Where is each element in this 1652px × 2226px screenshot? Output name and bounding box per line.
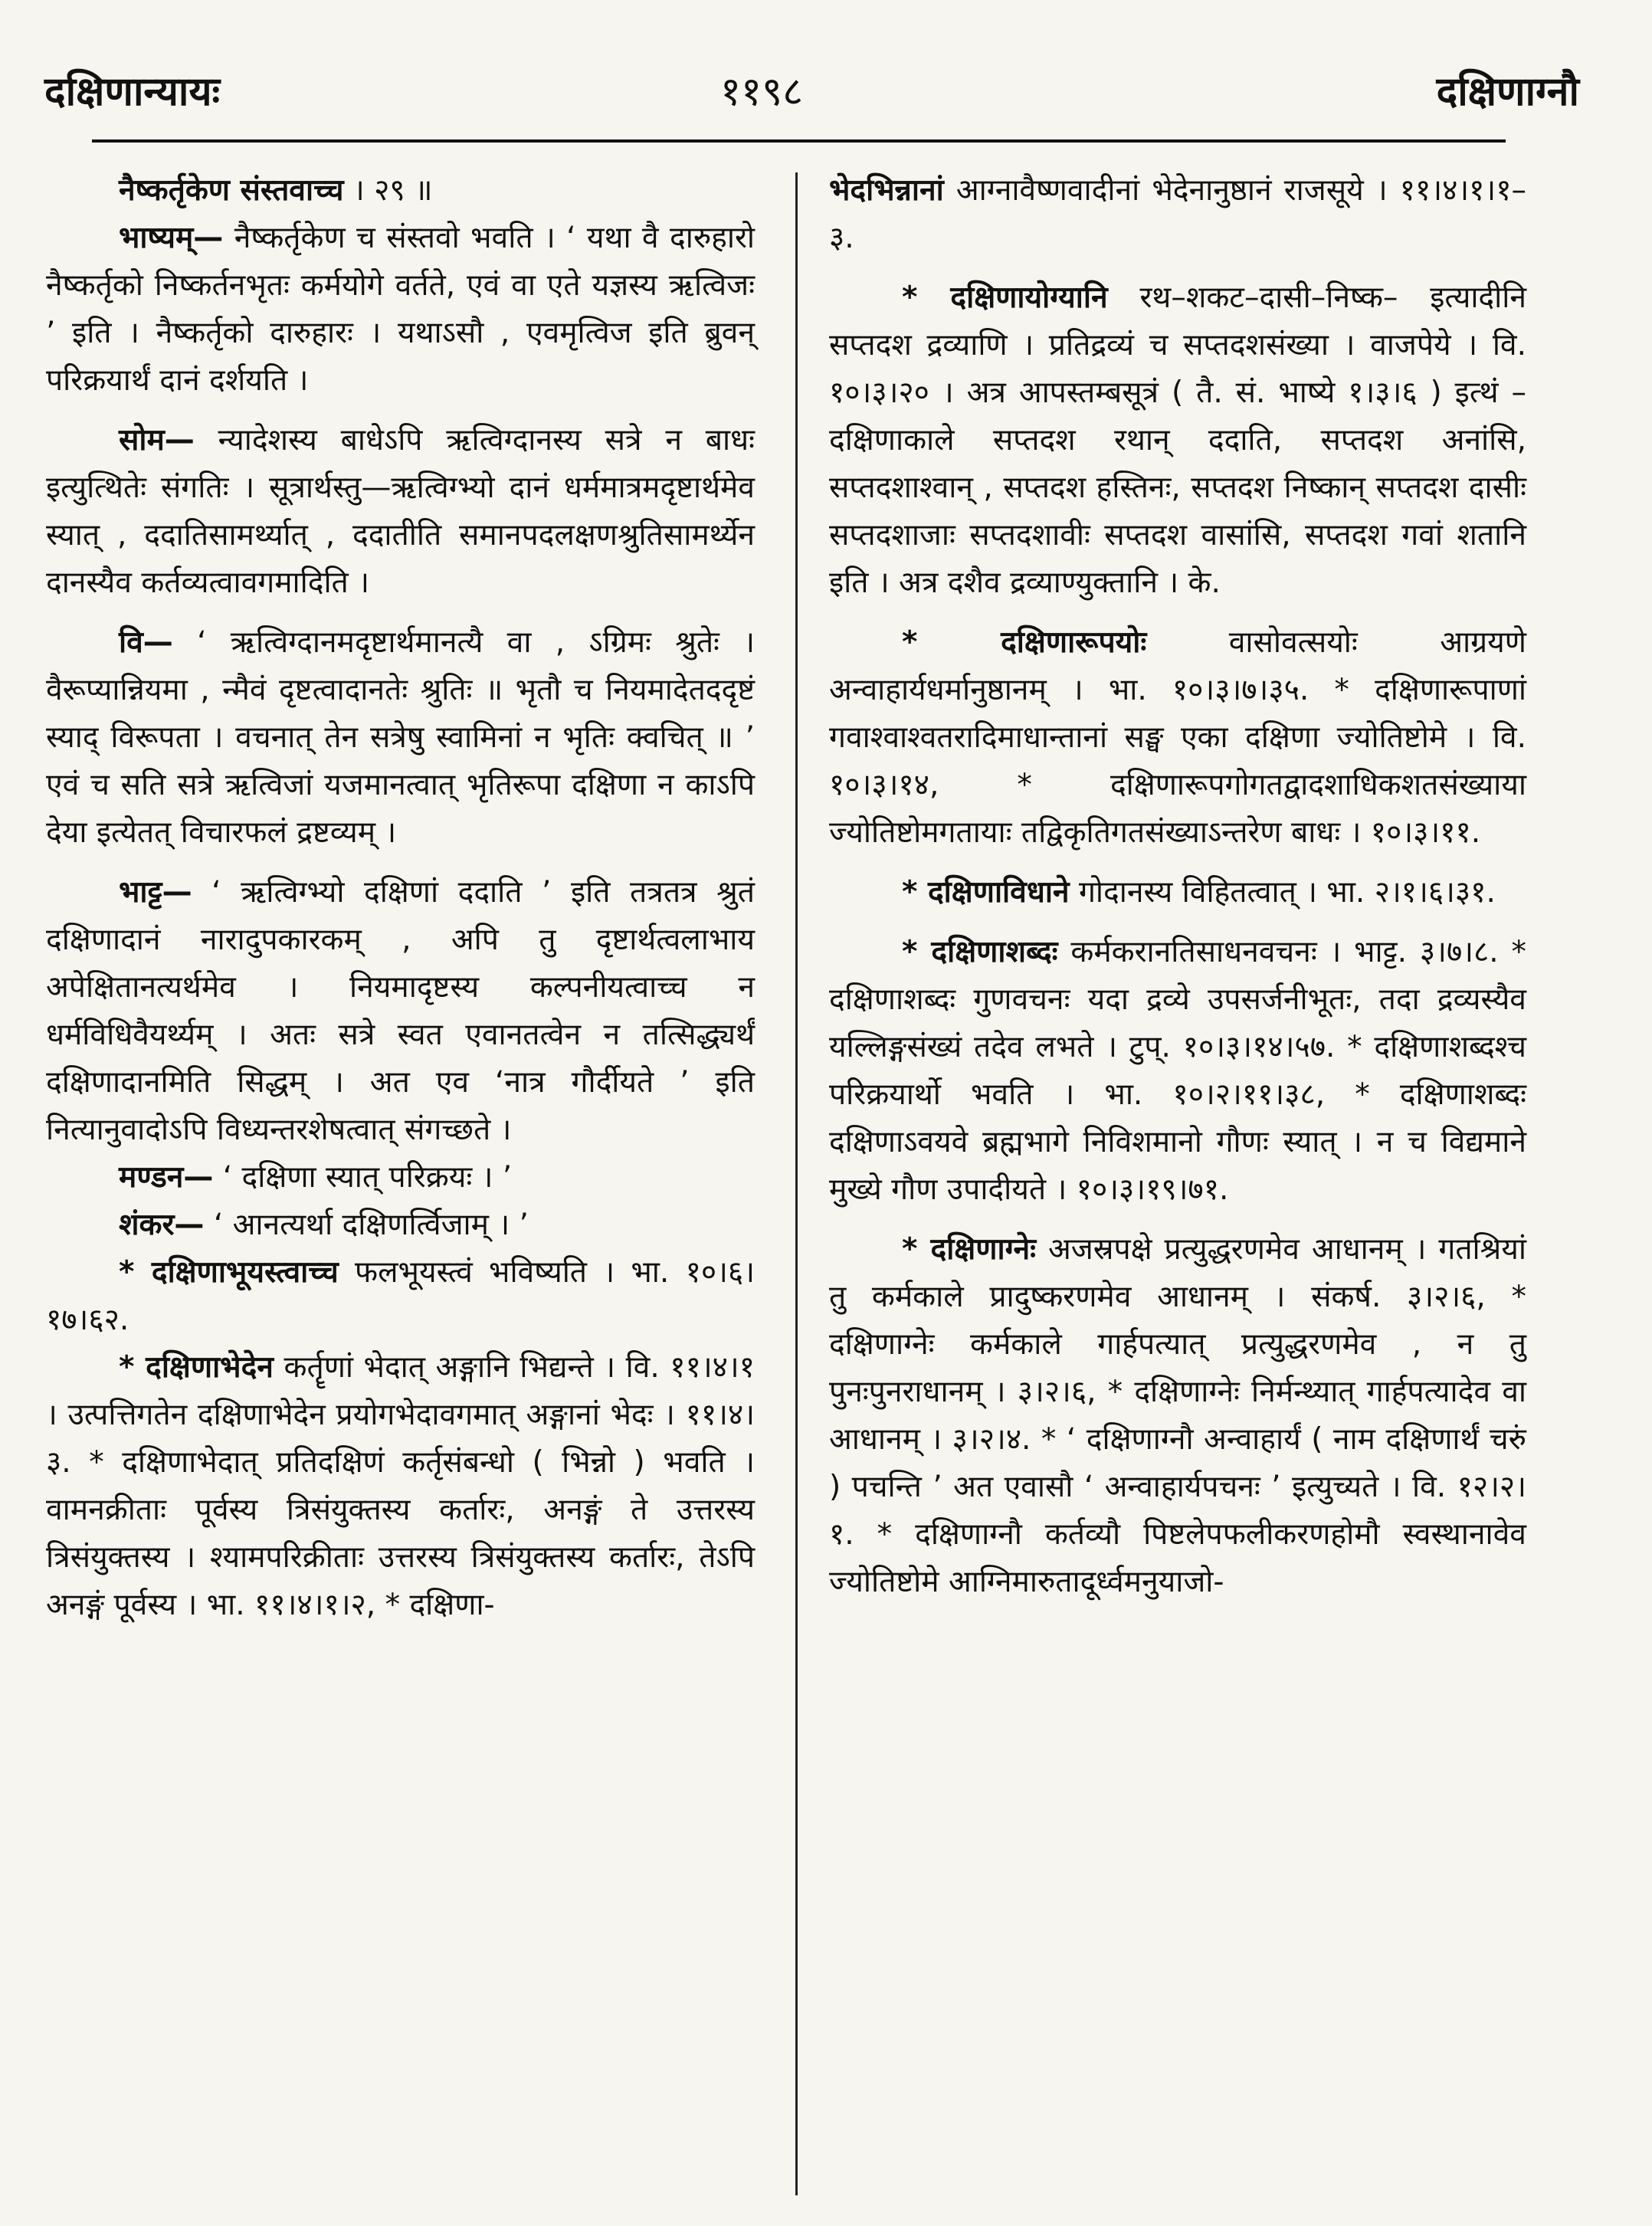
entry-text: । २९ ॥ (343, 173, 433, 208)
entry-heading: सोम— (119, 423, 195, 457)
entry-text: ‘ ऋत्विग्दानमदृष्टार्थमानत्यै वा , ऽग्रिमः श्रुतेः । वैरूप्यान्नियमा , न्मैवं दृष्टत्वादानतेः श्रुतिः ॥ भृतौ च नियमादेतददृष्टं स्याद् विरूपता । वचनात् तेन सत्रेषु स्वामिनां न भृतिः क्वचित् ॥ ’ एवं च सति सत्रे ऋत्विजां यजमानत्वात् भृतिरूपा दक्षिणा न काऽपि देया इत्येतत् विचारफलं द्रष्टव्यम् । (46, 625, 755, 850)
entry-paragraph (46, 167, 755, 215)
entry-heading: * दक्षिणाभेदेन (119, 1350, 274, 1385)
entry-heading: भाट्ट— (119, 875, 192, 910)
entry-paragraph (46, 1154, 755, 1202)
entry-text: कर्तॄणां भेदात् अङ्गानि भिद्यन्ते । वि. ११।४।१ । उत्पत्तिगतेन दक्षिणाभेदेन प्रयोगभेदावगमात् अङ्गानां भेदः । ११।४।३. * दक्षिणाभेदात् प्रतिदक्षिणं कर्तृसंबन्धो ( भिन्नो ) भवति । वामनक्रीताः पूर्वस्य त्रिसंयुक्तस्य कर्तारः, अनङ्गं ते उत्तरस्य त्रिसंयुक्तस्य । श्यामपरिक्रीताः उत्तरस्य त्रिसंयुक्तस्य कर्तारः, तेऽपि अनङ्गं पूर्वस्य । भा. ११।४।१।२, * दक्षिणा- (46, 1350, 755, 1622)
entry-heading: नैष्कर्तृकेण संस्तवाच्च (119, 173, 344, 208)
entry-paragraph (829, 1226, 1526, 1606)
entry-heading: * दक्षिणाविधाने (902, 875, 1070, 910)
entry-heading: * दक्षिणायोग्यानि (902, 280, 1108, 315)
right-column (829, 167, 1526, 1606)
entry-text: ‘ आनत्यर्था दक्षिणर्त्विजाम् । ’ (204, 1208, 529, 1242)
entry-text: कर्मकरानतिसाधनवचनः । भाट्ट. ३।७।८. * दक्षिणाशब्दः गुणवचनः यदा द्रव्ये उपसर्जनीभूतः, तदा द्रव्यस्यैव यल्लिङ्गसंख्यं तदेव लभते । टुप्. १०।३।१४।५७. * दक्षिणाशब्दश्च परिक्रयार्थो भवति । भा. १०।२।११।३८, * दक्षिणाशब्दः दक्षिणाऽवयवे ब्रह्मभागे निविशमानो गौणः स्यात् । न च विद्यमाने मुख्ये गौण उपादीयते । १०।३।१९।७१. (829, 935, 1527, 1207)
entry-text: फलभूयस्त्वं भविष्यति । भा. १०।६।१७।६२. (46, 1255, 755, 1337)
entry-text: अजस्रपक्षे प्रत्युद्धरणमेव आधानम् । गतश्रियां तु कर्मकाले प्रादुष्करणमेव आधानम् । संकर्ष. ३।२।६, * दक्षिणाग्नेः कर्मकाले गार्हपत्यात् प्रत्युद्धरणमेव , न तु पुनःपुनराधानम् । ३।२।६, * दक्षिणाग्नेः निर्मन्थ्यात् गार्हपत्यादेव वा आधानम् । ३।२।४. * ‘ दक्षिणाग्नौ अन्वाहार्यं ( नाम दक्षिणार्थं चरुं ) पचन्ति ’ अत एवासौ ‘ अन्वाहार्यपचनः ’ इत्युच्यते । वि. १२।२।१. * दक्षिणाग्नौ कर्तव्यौ पिष्टलेपफलीकरणहोमौ स्वस्थानावेव ज्योतिष्टोमे आग्निमारुतादूर्ध्वमनुयाजो- (829, 1232, 1526, 1599)
header-rule (92, 139, 1506, 143)
entry-text: ‘ ऋत्विग्भ्यो दक्षिणां ददाति ’ इति तत्रतत्र श्रुतं दक्षिणादानं नारादुपकारकम् , अपि तु दृष्टार्थत्वलाभाय अपेक्षितानत्यर्थमेव । नियमादृष्टस्य कल्पनीयत्वाच्च न धर्मविधिवैयर्थ्यम् । अतः सत्रे स्वत एवानतत्वेन न तत्सिद्ध्यर्थं दक्षिणादानमिति सिद्धम् । अत एव ‘नात्र गौर्दीयते ’ इति नित्यानुवादोऽपि विध्यन्तरशेषत्वात् संगच्छते । (46, 875, 755, 1147)
left-column (46, 167, 755, 1629)
entry-text: ‘ दक्षिणा स्यात् परिक्रयः । ’ (213, 1160, 513, 1195)
entry-paragraph (829, 619, 1526, 857)
entry-text: नैष्कर्तृकेण च संस्तवो भवति । ‘ यथा वै दारुहारो नैष्कर्तृको निष्कर्तनभृतः कर्मयोगे वर्तते, एवं वा एते यज्ञस्य ऋत्विजः ’ इति । नैष्कर्तृको दारुहारः । यथाऽसौ , एवमृत्विज इति ब्रुवन् परिक्रयार्थं दानं दर्शयति । (46, 221, 755, 398)
entry-heading: वि— (119, 625, 173, 660)
entry-paragraph (829, 929, 1526, 1214)
entry-heading: मण्डन— (119, 1160, 214, 1195)
entry-paragraph (46, 1202, 755, 1249)
running-head-left: दक्षिणान्यायः (44, 69, 221, 115)
running-head-right: दक्षिणाग्नौ (1436, 69, 1579, 115)
column-divider (795, 172, 798, 2195)
entry-heading: * दक्षिणारूपयोः (902, 625, 1147, 660)
entry-heading: * दक्षिणाशब्दः (902, 935, 1058, 969)
entry-text: न्यादेशस्य बाधेऽपि ऋत्विग्दानस्य सत्रे न बाधः इत्युत्थितेः संगतिः । सूत्रार्थस्तु—ऋत्विग्भ्यो दानं धर्ममात्रमदृष्टार्थमेव स्यात् , ददातिसामर्थ्यात् , ददातीति समानपदलक्षणश्रुतिसामर्थ्येन दानस्यैव कर्तव्यत्वावगमादिति । (46, 423, 755, 600)
entry-heading: * दक्षिणाग्नेः (902, 1232, 1037, 1267)
entry-paragraph (46, 215, 755, 405)
entry-paragraph (46, 1249, 755, 1344)
entry-text: गोदानस्य विहितत्वात् । भा. २।१।६।३१. (1069, 875, 1496, 910)
entry-heading: शंकर— (119, 1208, 205, 1242)
entry-paragraph (829, 869, 1526, 916)
entry-paragraph (46, 1344, 755, 1629)
entry-text: रथ–शकट–दासी–निष्क– इत्यादीनि सप्तदश द्रव्याणि । प्रतिद्रव्यं च सप्तदशसंख्या । वाजपेये । वि. १०।३।२० । अत्र आपस्तम्बसूत्रं ( तै. सं. भाष्ये १।३।६ ) इत्थं – दक्षिणाकाले सप्तदश रथान् ददाति, सप्तदश अनांसि, सप्तदशाश्वान् , सप्तदश हस्तिनः, सप्तदश निष्कान् सप्तदश दासीः सप्तदशाजाः सप्तदशावीः सप्तदश वासांसि, सप्तदश गवां शतानि इति । अत्र दशैव द्रव्याण्युक्तानि । के. (829, 280, 1526, 600)
entry-paragraph (46, 619, 755, 857)
entry-heading: भेदभिन्नानां (829, 173, 944, 208)
entry-paragraph (46, 869, 755, 1154)
entry-heading: भाष्यम्— (119, 221, 224, 255)
page-number: ११९८ (720, 69, 804, 115)
entry-text: वासोवत्सयोः आग्रयणे अन्वाहार्यधर्मानुष्ठानम् । भा. १०।३।७।३५. * दक्षिणारूपाणां गवाश्वाश्वतरादिमाधान्तानां सङ्घ एका दक्षिणा ज्योतिष्टोमे । वि. १०।३।१४, * दक्षिणारूपगोगतद्वादशाधिकशतसंख्याया ज्योतिष्टोमगतायाः तद्विकृतिगतसंख्याऽन्तरेण बाधः । १०।३।११. (829, 625, 1526, 850)
entry-paragraph (829, 167, 1526, 262)
entry-text: आग्नावैष्णवादीनां भेदेनानुष्ठानं राजसूये । ११।४।१।१–३. (829, 173, 1526, 255)
entry-paragraph (829, 274, 1526, 607)
entry-paragraph (46, 417, 755, 607)
entry-heading: * दक्षिणाभूयस्त्वाच्च (119, 1255, 339, 1290)
